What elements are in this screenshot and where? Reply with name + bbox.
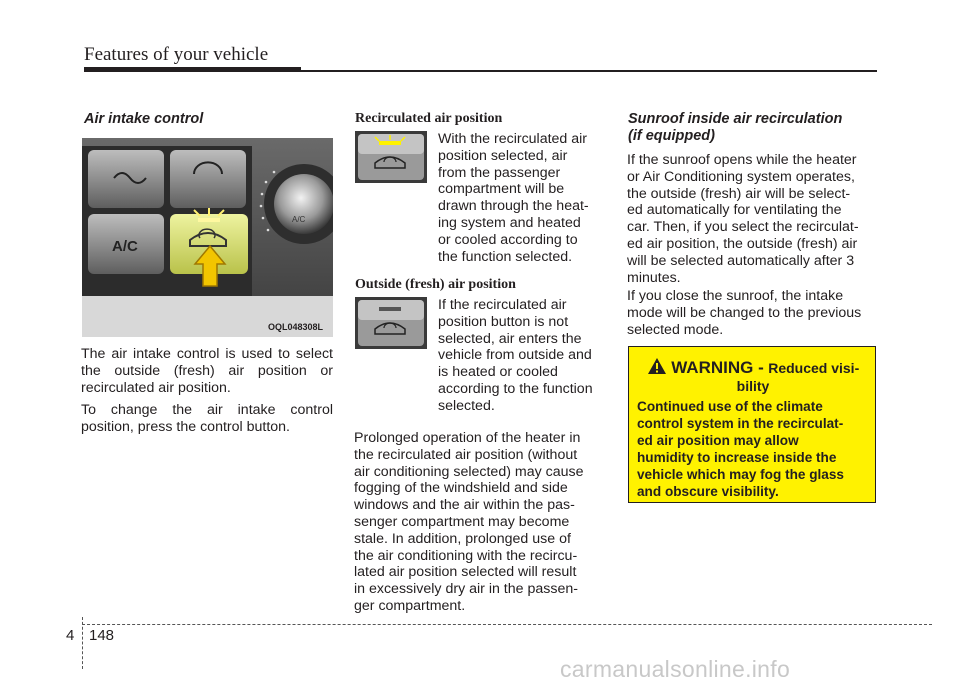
recirc-line: With the recirculated air [438,131,588,147]
warning-label: WARNING - [671,358,764,377]
change-position-paragraph: To change the air intake control position, press the control button. [81,402,333,436]
warning-line: and obscure visibility. [637,484,779,499]
prolonged-line: windows and the air within the pas- [354,497,575,514]
recirc-line: or cooled according to [438,231,578,248]
sunroof-line: minutes. [627,269,681,286]
warning-triangle-icon [647,357,667,375]
prolonged-operation-paragraph [354,430,604,615]
recirc-line: ing system and heated [438,214,581,231]
prolonged-line: air conditioning selected) may cause [354,463,584,480]
prolonged-line: in excessively dry air in the passen- [354,581,578,598]
warning-box [628,346,876,503]
sunroof-paragraph-1 [627,152,877,286]
header-rule-thick [84,67,301,72]
sunroof-line: If the sunroof opens while the heater [627,152,857,168]
sunroof-line: will be selected automatically after 3 [627,252,855,269]
intro-paragraph: The air intake control is used to select the outside (fresh) air position or recirculated air position. [81,346,333,396]
air-intake-section-title: Air intake control [84,111,204,127]
prolonged-line: ger compartment. [354,597,466,614]
warning-subject-line1: Reduced visi- [768,360,860,376]
sunroof-line: car. Then, if you select the recirculat- [627,219,859,236]
recirc-line: the function selected. [438,248,573,265]
outside-line: selected, air enters the [438,330,582,347]
ac-button-label: A/C [112,238,138,255]
footer-rule [82,624,932,625]
outside-position-title: Outside (fresh) air position [355,277,516,292]
sunroof-line: ed air position, the outside (fresh) air [627,235,858,252]
prolonged-line: Prolonged operation of the heater in [354,430,581,446]
footer-divider [82,617,83,669]
defrost-front-button [170,150,246,208]
warning-subject-line2: bility [736,378,770,394]
prolonged-line: the air conditioning with the recircu- [354,547,578,564]
recirc-description [438,131,604,265]
outside-line: position button is not [438,313,569,330]
prolonged-line: lated air position selected will result [354,564,577,581]
outside-air-button-thumbnail [355,297,427,349]
outside-description [438,297,604,415]
warning-heading [629,357,877,394]
warning-line: Continued use of the climate [637,399,823,414]
outside-line: If the recirculated air [438,297,567,313]
recirc-line: position selected, air [438,147,568,164]
warning-line: control system in the recirculat- [637,416,844,431]
recirc-line: from the passenger [438,164,561,181]
defrost-rear-button [88,150,164,208]
warning-text [637,398,869,500]
sunroof-title-line1: Sunroof inside air recirculation [628,111,843,127]
outside-line: selected. [438,397,495,414]
photo-caption: OQL048308L [268,322,324,332]
left-body [81,346,333,436]
sunroof-title-line2: (if equipped) [628,128,715,144]
sunroof-line: selected mode. [627,321,724,338]
recirc-line: drawn through the heat- [438,198,589,215]
sunroof-section-title [628,111,842,145]
recirc-button-thumbnail [355,131,427,183]
header-rule-thin [301,70,877,72]
prolonged-line: fogging of the windshield and side [354,480,568,497]
prolonged-line: senger compartment may become [354,513,570,530]
outside-line: vehicle from outside and [438,347,592,364]
warning-line: ed air position may allow [637,433,799,448]
sunroof-line: the outside (fresh) air will be select- [627,185,851,202]
climate-control-photo [82,138,333,337]
knob-ac-label: A/C [292,215,306,224]
sunroof-line: If you close the sunroof, the intake [627,288,844,304]
outside-line: according to the function [438,380,593,397]
prolonged-line: stale. In addition, prolonged use of [354,530,571,547]
temperature-knob [274,174,333,234]
sunroof-line: mode will be changed to the previous [627,304,862,321]
page-number: 148 [89,627,115,644]
warning-line: humidity to increase inside the [637,450,837,465]
warning-line: vehicle which may fog the glass [637,467,844,482]
sunroof-line: or Air Conditioning system operates, [627,168,855,185]
recirculated-position-title: Recirculated air position [355,111,503,126]
sunroof-line: ed automatically for ventilating the [627,202,842,219]
sunroof-paragraph-2 [627,288,877,338]
recirc-line: compartment will be [438,181,565,198]
page-header-title: Features of your vehicle [84,44,269,65]
watermark: carmanualsonline.info [560,656,791,682]
prolonged-line: the recirculated air position (without [354,446,578,463]
outside-line: is heated or cooled [438,364,558,381]
chapter-number: 4 [66,627,75,644]
